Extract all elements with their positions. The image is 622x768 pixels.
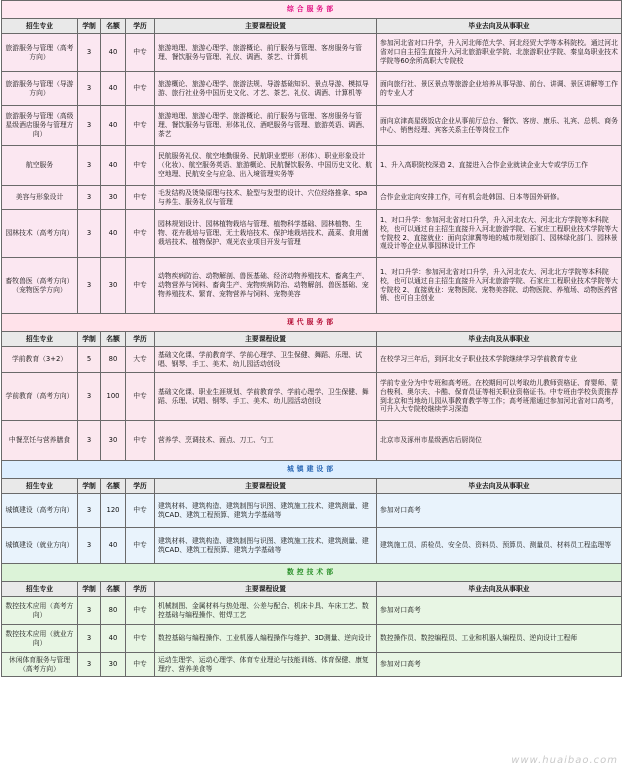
major-cell: 美容与形象设计 (2, 186, 78, 210)
quota-cell: 120 (101, 494, 126, 528)
quota-cell: 40 (101, 106, 126, 146)
table-row (2, 210, 622, 258)
years-cell: 3 (78, 210, 101, 258)
column-header: 学制 (78, 582, 101, 597)
quota-cell: 40 (101, 625, 126, 653)
career-cell: 北京市及涿州市星级酒店后厨岗位 (377, 421, 622, 461)
table-row (2, 528, 622, 564)
section-title: 综合服务部 (2, 1, 622, 19)
column-header: 学制 (78, 19, 101, 34)
career-cell: 建筑施工员、质检员、安全员、资料员、预算员、测量员、材料员工程监理等 (377, 528, 622, 564)
quota-cell: 30 (101, 258, 126, 314)
section-title: 城镇建设部 (2, 461, 622, 479)
degree-cell: 大专 (126, 347, 155, 373)
career-cell: 面向京津高星级饭店企业从事前厅总台、餐饮、客房、康乐、礼宾、总机、商务中心、销售经理、宾客关系主任等岗位工作 (377, 106, 622, 146)
column-header: 主要课程设置 (155, 479, 377, 494)
column-header: 名额 (101, 479, 126, 494)
header-row (2, 19, 622, 34)
career-cell: 1、升入高职院校深造 2、直接进入合作企业就读企业大专或学历工作 (377, 146, 622, 186)
table-row (2, 72, 622, 106)
column-header: 主要课程设置 (155, 19, 377, 34)
courses-cell: 机械制图、金属材料与热处理、公差与配合、机床卡具、车床工艺、数控基础与编程操作、钳焊工艺 (155, 597, 377, 625)
years-cell: 5 (78, 347, 101, 373)
column-header: 招生专业 (2, 479, 78, 494)
section-3 (2, 461, 622, 564)
column-header: 招生专业 (2, 582, 78, 597)
quota-cell: 40 (101, 72, 126, 106)
degree-cell: 中专 (126, 72, 155, 106)
degree-cell: 中专 (126, 494, 155, 528)
courses-cell: 数控基础与编程操作、工业机器人编程操作与维护、3D测量、逆向设计 (155, 625, 377, 653)
table-row (2, 186, 622, 210)
column-header: 名额 (101, 582, 126, 597)
career-cell: 1、对口升学：参加河北省对口升学，升入河北农大、河北北方学院等本科院校，也可以通过自主招生直接升入河北旅游学院、石家庄工程职业技术学院等大专院校 2、直接就业：宠物医院、宠物美容院、动物医院、养殖场、动物医药营销、也可自主创业 (377, 258, 622, 314)
header-row (2, 332, 622, 347)
career-cell: 参加对口高考 (377, 494, 622, 528)
quota-cell: 40 (101, 528, 126, 564)
years-cell: 3 (78, 106, 101, 146)
column-header: 毕业去向及从事职业 (377, 19, 622, 34)
years-cell: 3 (78, 421, 101, 461)
major-cell: 畜牧兽医（高考方向）（宠物医学方向） (2, 258, 78, 314)
years-cell: 3 (78, 34, 101, 72)
quota-cell: 40 (101, 146, 126, 186)
section-title: 数控技术部 (2, 564, 622, 582)
career-cell: 1、对口升学：参加河北省对口升学，升入河北农大、河北北方学院等本科院校，也可以通过自主招生直接升入河北旅游学院、石家庄工程职业技术学院等大专院校 2、直接就业：面向京津冀等地的城市规划部门、园林绿化部门、园林景观设计等企业从事园林设计工作 (377, 210, 622, 258)
major-cell: 旅游服务与管理（高级星级酒店服务与管理方向） (2, 106, 78, 146)
major-cell: 中餐烹饪与营养膳食 (2, 421, 78, 461)
courses-cell: 基础文化课、学前教育学、学前心理学、卫生保健、舞蹈、乐理、试唱、钢琴、手工、美术、幼儿园活动创设 (155, 347, 377, 373)
major-cell: 城镇建设（高考方向） (2, 494, 78, 528)
major-cell: 数控技术应用（就业方向） (2, 625, 78, 653)
major-cell: 学前教育（高考方向） (2, 373, 78, 421)
quota-cell: 80 (101, 347, 126, 373)
quota-cell: 40 (101, 34, 126, 72)
quota-cell: 30 (101, 653, 126, 677)
table-row (2, 347, 622, 373)
column-header: 学制 (78, 479, 101, 494)
courses-cell: 基础文化课、职业生涯规划、学前教育学、学前心理学、卫生保健、舞蹈、乐理、试唱、钢琴、手工、美术、幼儿园活动创设 (155, 373, 377, 421)
column-header: 毕业去向及从事职业 (377, 332, 622, 347)
years-cell: 3 (78, 597, 101, 625)
courses-cell: 民航服务礼仪、航空地勤服务、民航职业塑形（形体）、职业形象设计（化妆）、航空服务英语、旅游概论、民航餐饮服务、中国历史文化、航空地理、民航安全与应急、出入境管理实务等 (155, 146, 377, 186)
career-cell: 学前专业分为中专班和高考班。在校期间可以考取幼儿教师资格证、育婴师、蒙台梭利、奥尔夫、卡酷、保育员证等相关职业资格证书。中专班由学校负责推荐到北京和当地幼儿园从事教育教学等工作；高考班需通过参加河北省对口高考，可升入大专院校继续学习深造 (377, 373, 622, 421)
years-cell: 3 (78, 72, 101, 106)
degree-cell: 中专 (126, 106, 155, 146)
years-cell: 3 (78, 528, 101, 564)
table-row (2, 34, 622, 72)
column-header: 招生专业 (2, 19, 78, 34)
career-cell: 数控操作员、数控编程员、工业和机器人编程员、逆向设计工程师 (377, 625, 622, 653)
major-cell: 数控技术应用（高考方向） (2, 597, 78, 625)
years-cell: 3 (78, 146, 101, 186)
column-header: 招生专业 (2, 332, 78, 347)
degree-cell: 中专 (126, 373, 155, 421)
courses-cell: 建筑材料、建筑构造、建筑制图与识图、建筑施工技术、建筑测量、建筑CAD、建筑工程预算、建筑力学基础等 (155, 528, 377, 564)
courses-cell: 旅游地理、旅游心理学、旅游概论、前厅服务与管理、客房服务与管理、餐饮服务与管理、形体礼仪、酒吧服务与管理、旅游英语、调酒、茶艺 (155, 106, 377, 146)
courses-cell: 旅游概论、旅游心理学、旅游法规、导游基础知识、景点导游、模拟导游、旅行社业务中国历史文化、才艺、茶艺、礼仪、调酒、计算机等 (155, 72, 377, 106)
table-row (2, 653, 622, 677)
career-cell: 在校学习三年后，到河北女子职业技术学院继续学习学前教育专业 (377, 347, 622, 373)
enrollment-table (1, 0, 622, 677)
column-header: 学历 (126, 332, 155, 347)
courses-cell: 动物疾病防治、动物解剖、兽医基础、经济动物养殖技术、畜禽生产、动物营养与饲料、畜禽生产、宠物疾病防治、动物解剖、兽医基础、宠物养殖技术、繁育、宠物营养与饲料、宠物美容 (155, 258, 377, 314)
degree-cell: 中专 (126, 258, 155, 314)
major-cell: 学前教育（3+2） (2, 347, 78, 373)
degree-cell: 中专 (126, 528, 155, 564)
major-cell: 园林技术（高考方向） (2, 210, 78, 258)
table-row (2, 625, 622, 653)
column-header: 毕业去向及从事职业 (377, 582, 622, 597)
major-cell: 航空服务 (2, 146, 78, 186)
table-row (2, 106, 622, 146)
years-cell: 3 (78, 494, 101, 528)
quota-cell: 40 (101, 210, 126, 258)
section-1 (2, 1, 622, 314)
courses-cell: 园林规划设计、园林植物栽培与管理、植物科学基础、园林植物、生物、花卉栽培与管理、无土栽培技术、保护地栽培技术、蔬菜、食用菌栽培技术、植物保护、观光农业项目开发与管理 (155, 210, 377, 258)
years-cell: 3 (78, 258, 101, 314)
degree-cell: 中专 (126, 210, 155, 258)
career-cell: 参加对口高考 (377, 597, 622, 625)
courses-cell: 建筑材料、建筑构造、建筑制图与识图、建筑施工技术、建筑测量、建筑CAD、建筑工程预算、建筑力学基础等 (155, 494, 377, 528)
column-header: 学制 (78, 332, 101, 347)
table-row (2, 146, 622, 186)
degree-cell: 中专 (126, 625, 155, 653)
degree-cell: 中专 (126, 146, 155, 186)
courses-cell: 运动生理学、运动心理学、体育专业理论与技能训练、体育保健、康复理疗、营养美食等 (155, 653, 377, 677)
column-header: 毕业去向及从事职业 (377, 479, 622, 494)
degree-cell: 中专 (126, 34, 155, 72)
years-cell: 3 (78, 373, 101, 421)
table-row (2, 421, 622, 461)
degree-cell: 中专 (126, 653, 155, 677)
degree-cell: 中专 (126, 421, 155, 461)
career-cell: 参加对口高考 (377, 653, 622, 677)
major-cell: 旅游服务与管理（高考方向） (2, 34, 78, 72)
section-4 (2, 564, 622, 677)
career-cell: 面向旅行社、景区景点等旅游企业培养从事导游、前台、讲调、景区讲解等工作的专业人才 (377, 72, 622, 106)
table-row (2, 494, 622, 528)
quota-cell: 30 (101, 421, 126, 461)
header-row (2, 479, 622, 494)
column-header: 名额 (101, 19, 126, 34)
courses-cell: 毛发结构及烫染原理与技术、脸型与发型的设计、穴位经络推拿、spa与养生、服务礼仪与管理 (155, 186, 377, 210)
header-row (2, 582, 622, 597)
degree-cell: 中专 (126, 186, 155, 210)
section-2 (2, 314, 622, 461)
quota-cell: 30 (101, 186, 126, 210)
quota-cell: 100 (101, 373, 126, 421)
major-cell: 旅游服务与管理（导游方向） (2, 72, 78, 106)
watermark: www.huaibao.com (511, 755, 618, 766)
quota-cell: 80 (101, 597, 126, 625)
career-cell: 合作企业定向安排工作，可有机会赴韩国、日本等国外研修。 (377, 186, 622, 210)
years-cell: 3 (78, 186, 101, 210)
years-cell: 3 (78, 653, 101, 677)
courses-cell: 旅游地理、旅游心理学、旅游概论、前厅服务与管理、客房服务与管理、餐饮服务与管理、礼仪、调酒、茶艺、计算机 (155, 34, 377, 72)
column-header: 主要课程设置 (155, 582, 377, 597)
column-header: 学历 (126, 19, 155, 34)
major-cell: 城镇建设（就业方向） (2, 528, 78, 564)
courses-cell: 营养学、烹调技术、面点、刀工、勺工 (155, 421, 377, 461)
column-header: 主要课程设置 (155, 332, 377, 347)
section-title: 现代服务部 (2, 314, 622, 332)
table-row (2, 373, 622, 421)
column-header: 学历 (126, 582, 155, 597)
table-row (2, 597, 622, 625)
table-row (2, 258, 622, 314)
column-header: 学历 (126, 479, 155, 494)
years-cell: 3 (78, 625, 101, 653)
degree-cell: 中专 (126, 597, 155, 625)
major-cell: 休闲体育服务与管理（高考方向） (2, 653, 78, 677)
column-header: 名额 (101, 332, 126, 347)
career-cell: 参加河北省对口升学，升入河北师范大学、河北经贸大学等本科院校。通过河北省对口自主招生直接升入河北旅游职业学院、北旅游职业学院、秦皇岛职业技术学院等60余所高职大专院校 (377, 34, 622, 72)
